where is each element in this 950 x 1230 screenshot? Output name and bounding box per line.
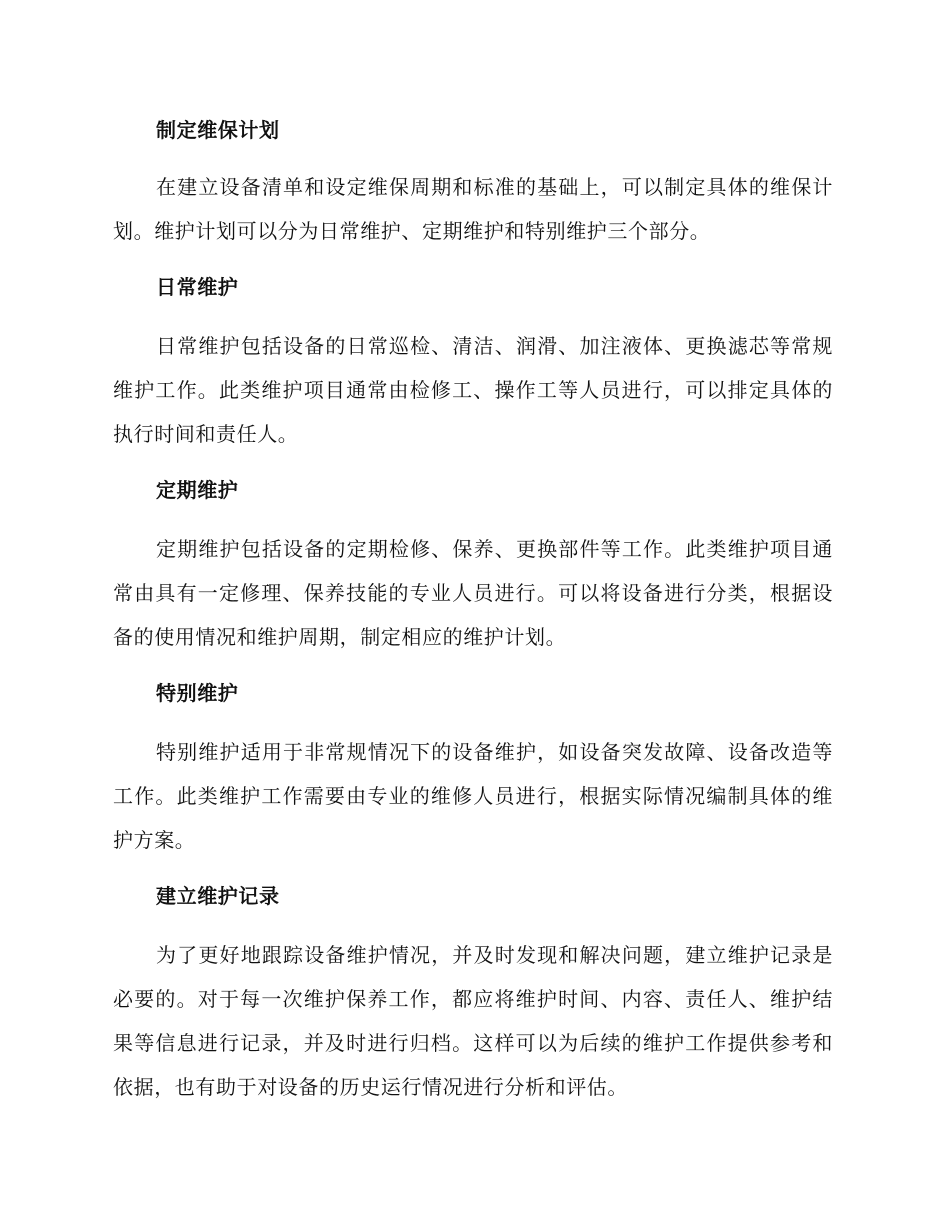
section-paragraph-daily-maintenance: 日常维护包括设备的日常巡检、清洁、润滑、加注液体、更换滤芯等常规维护工作。此类维护项目通常由检修工、操作工等人员进行，可以排定具体的执行时间和责任人。 bbox=[113, 334, 833, 446]
section-paragraph-special-maintenance: 特别维护适用于非常规情况下的设备维护，如设备突发故障、设备改造等工作。此类维护工作需要由专业的维修人员进行，根据实际情况编制具体的维护方案。 bbox=[113, 740, 833, 852]
document-body bbox=[113, 108, 833, 1109]
section-heading-periodic-maintenance: 定期维护 bbox=[156, 478, 239, 502]
section-paragraph-maintenance-records: 为了更好地跟踪设备维护情况，并及时发现和解决问题，建立维护记录是必要的。对于每一次维护保养工作，都应将维护时间、内容、责任人、维护结果等信息进行记录，并及时进行归档。这样可以为后续的维护工作提供参考和依据，也有助于对设备的历史运行情况进行分析和评估。 bbox=[113, 943, 833, 1099]
section-heading-maintenance-records: 建立维护记录 bbox=[156, 884, 280, 908]
section-heading-special-maintenance: 特别维护 bbox=[156, 681, 239, 705]
section-paragraph-maintenance-plan: 在建立设备清单和设定维保周期和标准的基础上，可以制定具体的维保计划。维护计划可以分为日常维护、定期维护和特别维护三个部分。 bbox=[113, 175, 833, 243]
section-heading-daily-maintenance: 日常维护 bbox=[156, 275, 239, 299]
section-heading-maintenance-plan: 制定维保计划 bbox=[156, 118, 280, 142]
section-paragraph-periodic-maintenance: 定期维护包括设备的定期检修、保养、更换部件等工作。此类维护项目通常由具有一定修理、保养技能的专业人员进行。可以将设备进行分类，根据设备的使用情况和维护周期，制定相应的维护计划。 bbox=[113, 537, 833, 649]
